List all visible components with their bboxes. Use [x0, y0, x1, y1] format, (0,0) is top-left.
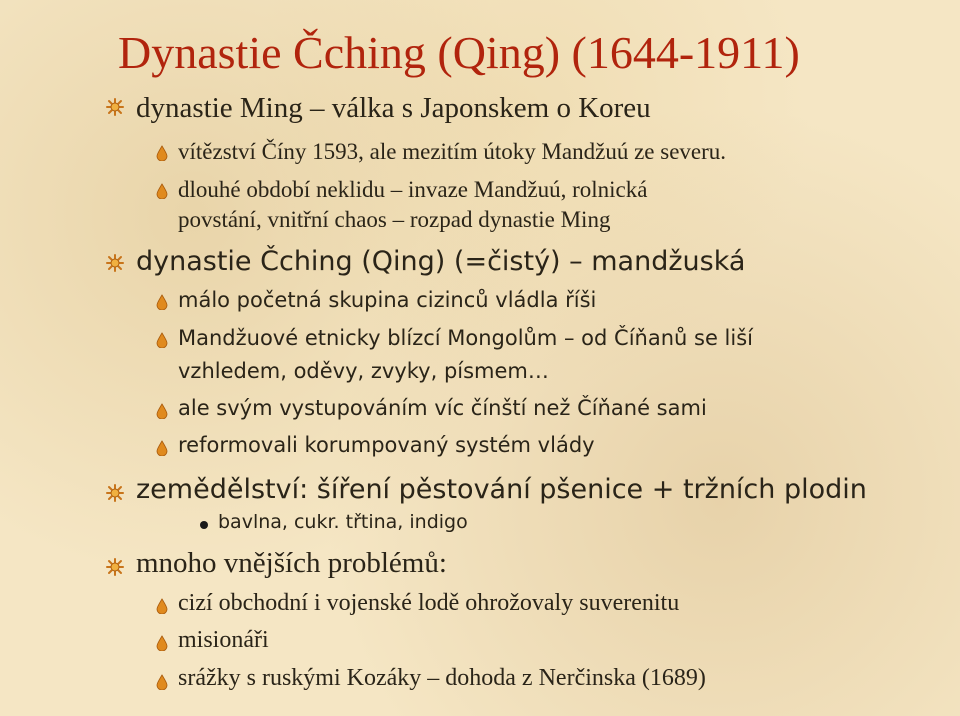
- list-item: cizí obchodní i vojenské lodě ohrožovaly suverenitu: [178, 590, 680, 616]
- drop-bullet-icon: [156, 598, 168, 614]
- sun-bullet-icon: [106, 558, 124, 576]
- drop-bullet-icon: [156, 674, 168, 690]
- drop-bullet-icon: [156, 440, 168, 456]
- section-heading: dynastie Ming – válka s Japonskem o Koreu: [136, 92, 651, 124]
- list-item: Mandžuové etnicky blízcí Mongolům – od Číňanů se liší: [178, 326, 753, 350]
- drop-bullet-icon: [156, 183, 168, 199]
- drop-bullet-icon: [156, 403, 168, 419]
- sun-bullet-icon: [106, 254, 124, 272]
- list-item: reformovali korumpovaný systém vlády: [178, 433, 595, 457]
- sun-bullet-icon: [106, 484, 124, 502]
- list-item-continuation: vzhledem, oděvy, zvyky, písmem…: [178, 359, 549, 383]
- list-item: vítězství Číny 1593, ale mezitím útoky Mandžuú ze severu.: [178, 139, 727, 164]
- drop-bullet-icon: [156, 145, 168, 161]
- list-item: málo početná skupina cizinců vládla říši: [178, 288, 597, 312]
- list-item: ale svým vystupováním víc čínští než Číňané sami: [178, 396, 707, 420]
- drop-bullet-icon: [156, 332, 168, 348]
- drop-bullet-icon: [156, 635, 168, 651]
- list-item: bavlna, cukr. třtina, indigo: [218, 511, 468, 533]
- section-heading: zemědělství: šíření pěstování pšenice + tržních plodin: [136, 474, 867, 505]
- drop-bullet-icon: [156, 294, 168, 310]
- sun-bullet-icon: [106, 98, 124, 116]
- slide-title: Dynastie Čching (Qing) (1644-1911): [118, 27, 800, 78]
- list-item: dlouhé období neklidu – invaze Mandžuú, rolnická: [178, 177, 648, 202]
- section-heading: dynastie Čching (Qing) (=čistý) – mandžuská: [136, 246, 746, 277]
- section-heading: mnoho vnějších problémů:: [136, 547, 447, 579]
- list-item: srážky s ruskými Kozáky – dohoda z Nerčinska (1689): [178, 665, 706, 691]
- list-item: misionáři: [178, 627, 269, 653]
- dot-bullet-icon: [200, 521, 208, 529]
- list-item-continuation: povstání, vnitřní chaos – rozpad dynastie Ming: [178, 207, 611, 232]
